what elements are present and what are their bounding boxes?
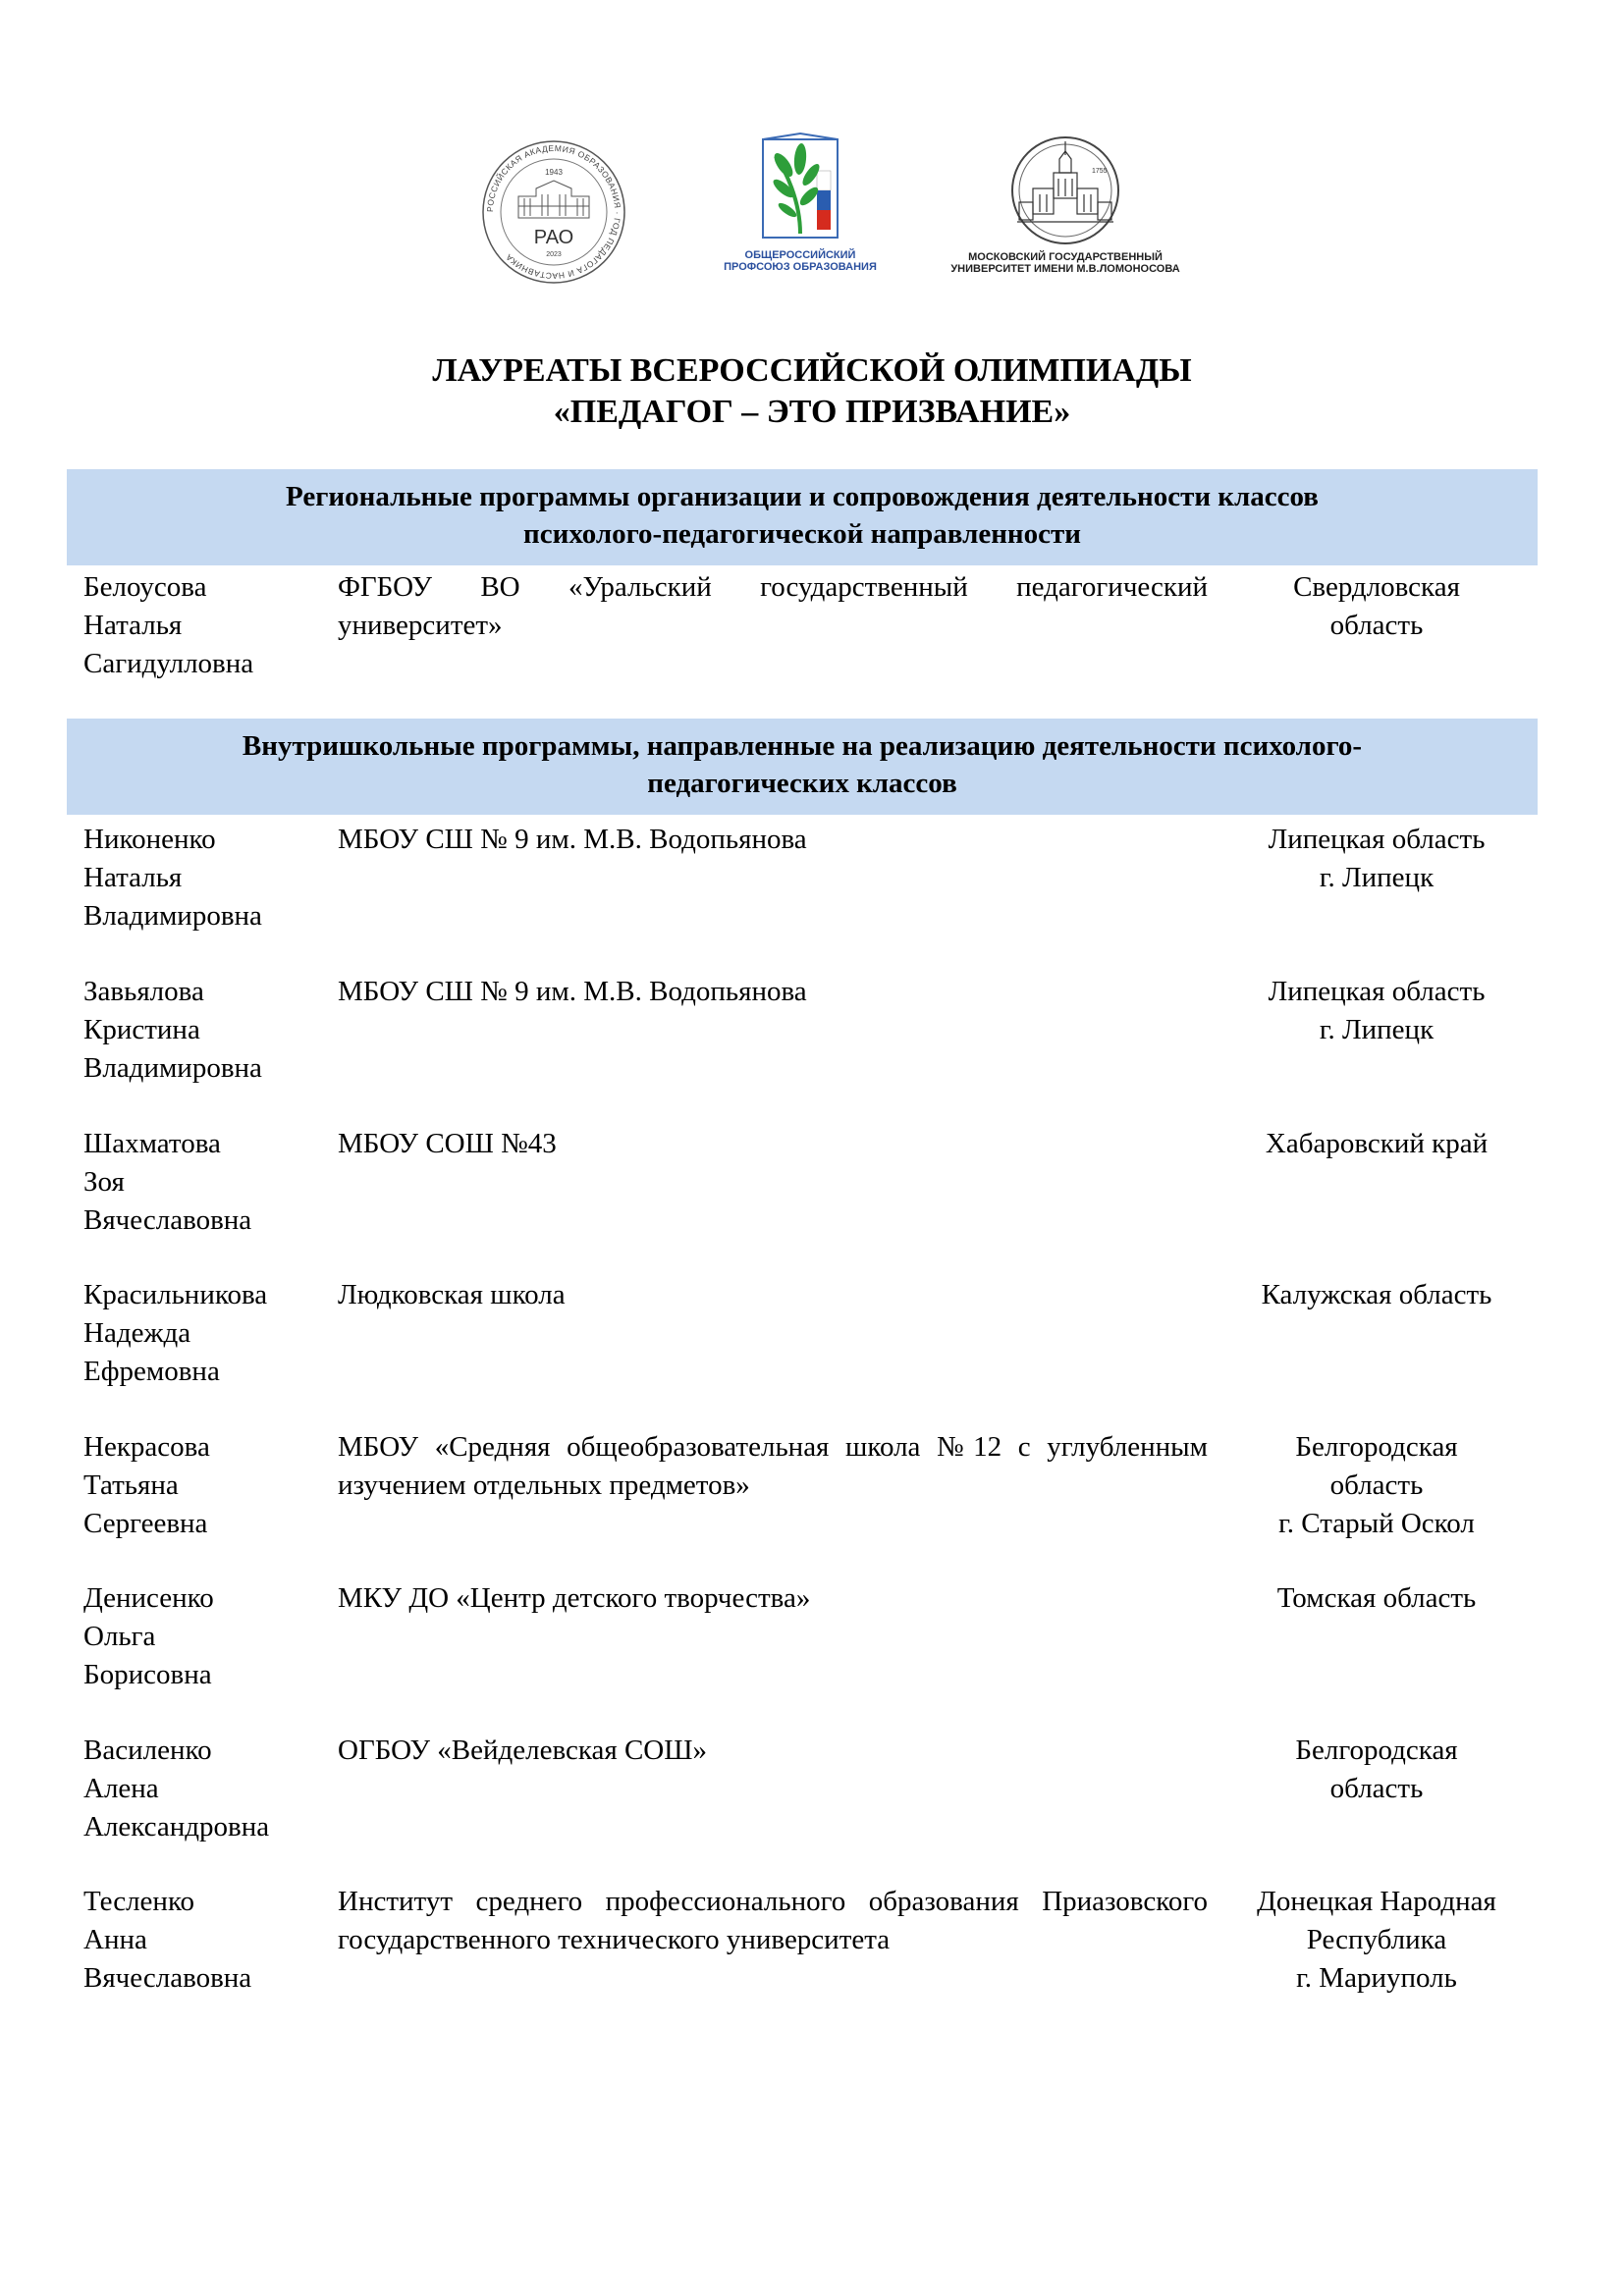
region-line: Хабаровский край (1265, 1128, 1489, 1159)
laureate-organization: МБОУ СШ № 9 им. М.В. Водопьянова (338, 824, 807, 855)
first-name: Кристина (83, 1014, 200, 1045)
last-name: Шахматова (83, 1128, 221, 1159)
region-line: область (1329, 1469, 1424, 1501)
patronymic: Вячеславовна (83, 1204, 252, 1236)
msu-logo (943, 133, 1188, 289)
first-name: Наталья (83, 610, 183, 641)
laureate-name (83, 1428, 319, 1543)
laureate-name (83, 1732, 319, 1846)
region-line: Томская область (1276, 1582, 1477, 1614)
laureate-organization: МБОУ «Средняя общеобразовательная школа №12 с углубленным изучением отдельных предметов» (338, 1431, 1208, 1501)
last-name: Тесленко (83, 1886, 195, 1917)
region-line: Липецкая область (1268, 824, 1486, 855)
rao-ring-text: РОССИЙСКАЯ АКАДЕМИЯ ОБРАЗОВАНИЯ · ГОД ПЕДАГОГА И НАСТАВНИКА (484, 142, 623, 282)
laureate-name (83, 973, 319, 1088)
region-line: г. Липецк (1319, 1014, 1435, 1045)
last-name: Белоусова (83, 571, 207, 603)
region-line: Республика (1306, 1924, 1447, 1955)
laureate-region (1223, 1732, 1530, 1808)
rao-year: 1943 (545, 168, 563, 177)
laureate-name (83, 821, 319, 935)
region-line: Белгородская (1295, 1735, 1458, 1766)
region-line: область (1329, 1773, 1424, 1804)
patronymic: Владимировна (83, 1052, 262, 1084)
msu-year: 1755 (1092, 168, 1108, 175)
document-title (0, 350, 1624, 433)
logo-bar (0, 128, 1624, 285)
document-title-line-1: ЛАУРЕАТЫ ВСЕРОССИЙСКОЙ ОЛИМПИАДЫ (432, 352, 1192, 389)
section-header-in-school: Внутришкольные программы, направленные на реализацию деятельности психолого-педагогических классов (67, 719, 1538, 815)
region-line: Липецкая область (1268, 976, 1486, 1007)
last-name: Никоненко (83, 824, 216, 855)
rao-logo (479, 137, 628, 287)
rao-abbr: РАО (533, 227, 574, 248)
laureate-name (83, 1579, 319, 1694)
first-name: Алена (83, 1773, 159, 1804)
patronymic: Сергеевна (83, 1508, 208, 1539)
region-line: Калужская область (1261, 1279, 1492, 1310)
patronymic: Борисовна (83, 1659, 212, 1690)
laureate-name (83, 1125, 319, 1240)
laureate-organization: МКУ ДО «Центр детского творчества» (338, 1582, 811, 1614)
rao-year-2: 2023 (546, 251, 562, 258)
last-name: Некрасова (83, 1431, 210, 1463)
last-name: Денисенко (83, 1582, 214, 1614)
region-line: Белгородская (1295, 1431, 1458, 1463)
union-logo (707, 132, 893, 289)
region-line: г. Мариуполь (1296, 1962, 1457, 1994)
first-name: Надежда (83, 1317, 191, 1349)
laureate-organization: ОГБОУ «Вейделевская СОШ» (338, 1735, 708, 1766)
last-name: Красильникова (83, 1279, 268, 1310)
last-name: Завьялова (83, 976, 204, 1007)
laureate-region (1223, 1579, 1530, 1618)
patronymic: Сагидулловна (83, 648, 254, 679)
laureate-organization: МБОУ СШ № 9 им. М.В. Водопьянова (338, 976, 807, 1007)
last-name: Василенко (83, 1735, 212, 1766)
laureate-region (1223, 1883, 1530, 1998)
document-title-line-2: «ПЕДАГОГ – ЭТО ПРИЗВАНИЕ» (553, 394, 1071, 430)
region-line: Свердловская (1293, 571, 1460, 603)
msu-logo-caption: МОСКОВСКИЙ ГОСУДАРСТВЕННЫЙ УНИВЕРСИТЕТ ИМЕНИ М.В.ЛОМОНОСОВА (950, 251, 1180, 275)
first-name: Татьяна (83, 1469, 179, 1501)
region-line: Донецкая Народная (1257, 1886, 1496, 1917)
first-name: Наталья (83, 862, 183, 893)
region-line: область (1329, 610, 1424, 641)
laureate-organization: ФГБОУ ВО «Уральский государственный педагогический университет» (338, 571, 1208, 641)
first-name: Зоя (83, 1166, 125, 1198)
patronymic: Ефремовна (83, 1356, 220, 1387)
section-header-regional: Региональные программы организации и сопровождения деятельности классов психолого-педагогической направленности (67, 469, 1538, 565)
laureate-name (83, 1276, 319, 1391)
union-logo-caption: ОБЩЕРОССИЙСКИЙ ПРОФСОЮЗ ОБРАЗОВАНИЯ (724, 249, 877, 273)
first-name: Анна (83, 1924, 147, 1955)
patronymic: Владимировна (83, 900, 262, 932)
laureate-organization: Людковская школа (338, 1279, 566, 1310)
svg-text:РОССИЙСКАЯ АКАДЕМИЯ ОБРАЗОВАНИ (485, 143, 623, 281)
first-name: Ольга (83, 1621, 156, 1652)
laureate-region (1223, 821, 1530, 897)
laureate-region (1223, 1125, 1530, 1163)
patronymic: Вячеславовна (83, 1962, 252, 1994)
laureate-region (1223, 1276, 1530, 1314)
laureate-name (83, 1883, 319, 1998)
laureate-region (1223, 1428, 1530, 1543)
laureate-region (1223, 973, 1530, 1049)
region-line: г. Старый Оскол (1278, 1508, 1475, 1539)
region-line: г. Липецк (1319, 862, 1435, 893)
laureate-region (1223, 568, 1530, 645)
laureate-organization: Институт среднего профессионального образования Приазовского государственного технического университета (338, 1886, 1208, 1955)
laureate-organization: МБОУ СОШ №43 (338, 1128, 557, 1159)
patronymic: Александровна (83, 1811, 270, 1842)
laureate-name (83, 568, 319, 683)
